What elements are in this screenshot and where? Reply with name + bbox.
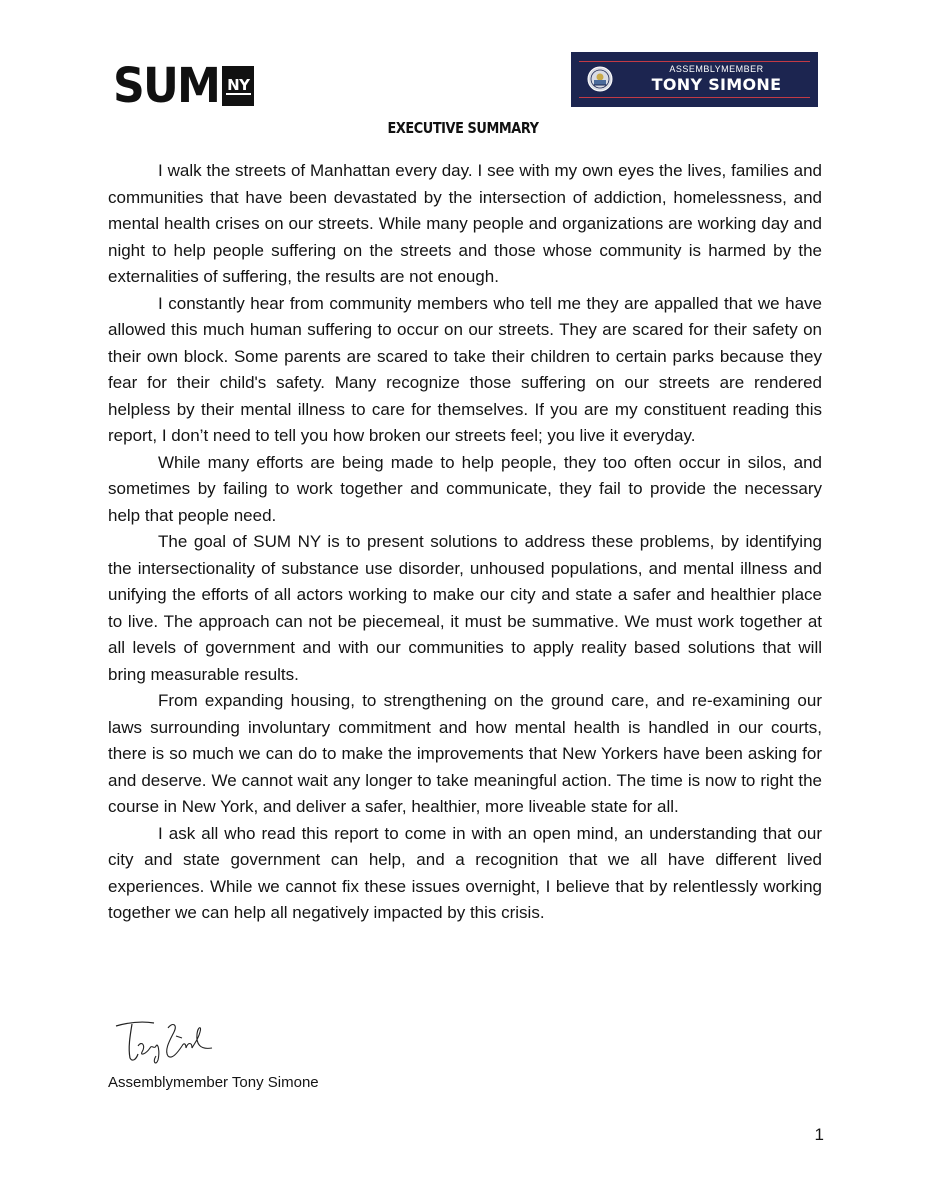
state-seal-icon	[587, 66, 613, 92]
paragraph-3: While many efforts are being made to help people, they too often occur in silos, and sometimes by failing to work together and communicate, they fail to provide the necessary help that people need.	[108, 452, 822, 525]
assemblymember-badge	[571, 52, 818, 107]
badge-bottom-line	[579, 97, 810, 98]
page-number: 1	[814, 1125, 824, 1144]
paragraph-6: I ask all who read this report to come in with an open mind, an understanding that our city and state government can help, and a recognition that we all have different lived experiences. While we cannot fix these issues overnight, I believe that by relentlessly working together we can help all negatively impacted by this crisis.	[108, 823, 822, 922]
body-text	[108, 158, 822, 927]
ny-logo-text: NY	[227, 75, 250, 94]
handwritten-signature	[112, 1016, 222, 1066]
sum-ny-logo	[113, 58, 254, 114]
ny-logo-box	[222, 66, 254, 106]
paragraph-4: The goal of SUM NY is to present solutions to address these problems, by identifying the intersectionality of substance use disorder, unhoused populations, and mental illness and unifying the efforts of all actors working to make our city and state a safer and healthier place to live. The approach can not be piecemeal, it must be summative. We must work together at all levels of government and with our communities to apply reality based solutions that will bring measurable results.	[108, 532, 822, 684]
page-title: EXECUTIVE SUMMARY	[387, 119, 539, 137]
badge-text-block	[623, 64, 810, 95]
badge-role: ASSEMBLYMEMBER	[669, 64, 764, 74]
paragraph-5: From expanding housing, to strengthening on the ground care, and re-examining our laws surrounding involuntary commitment and how mental health is handled in our courts, there is so much we can do to make the improvements that New Yorkers have been asking for and deserve. We cannot wait any longer to take meaningful action. The time is now to right the course in New York, and deliver a safer, healthier, more liveable state for all.	[108, 691, 822, 816]
paragraph-2: I constantly hear from community members who tell me they are appalled that we have allowed this much human suffering to occur on our streets. They are scared for their safety on their own block. Some parents are scared to take their children to certain parks because they fear for their child's safety. Many recognize those suffering on our streets are rendered helpless by their mental illness to care for themselves. If you are my constituent reading this report, I don’t need to tell you how broken our streets feel; you live it everyday.	[108, 293, 822, 445]
signer-name: Assemblymember Tony Simone	[108, 1074, 319, 1091]
badge-top-line	[579, 61, 810, 62]
sum-logo-text: SUM	[113, 58, 220, 114]
badge-name: TONY SIMONE	[651, 75, 782, 94]
paragraph-1: I walk the streets of Manhattan every day. I see with my own eyes the lives, families and communities that have been devastated by the intersection of addiction, homelessness, and mental health crises on our streets. While many people and organizations are working day and night to help people suffering on the streets and those whose community is harmed by the externalities of suffering, the results are not enough.	[108, 161, 822, 286]
